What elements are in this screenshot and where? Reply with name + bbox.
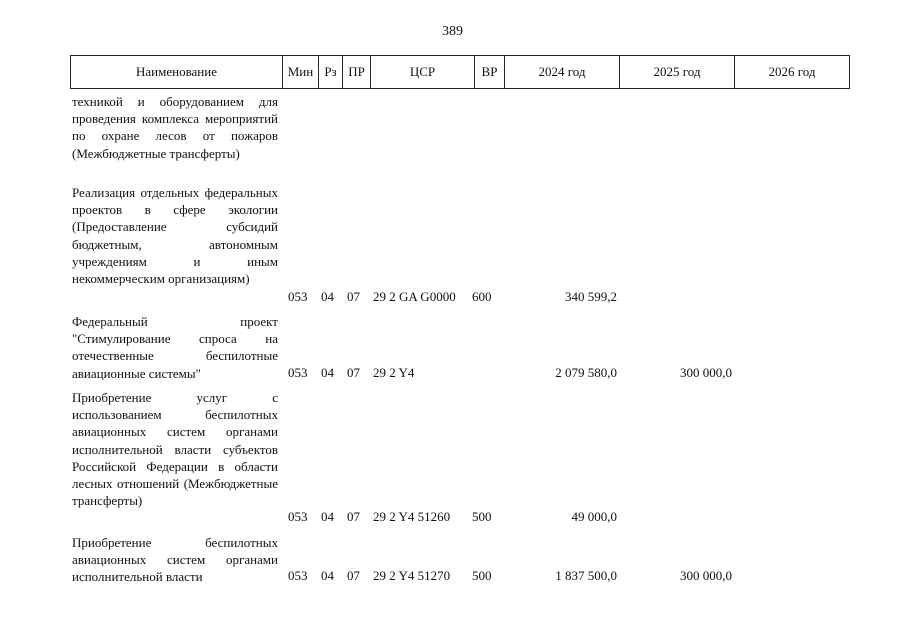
row-2025: 300 000,0 [680, 365, 732, 380]
row-min: 053 [288, 289, 308, 304]
row-name: Приобретение услуг с использованием беспилотных авиационных систем органами исполнительной власти субъектов Российской Федерации в области лесных отношений (Межбюджетные трансферты) [72, 390, 278, 509]
row-name: Федеральный проект "Стимулирование спроса на отечественные беспилотные авиационные системы" [72, 314, 278, 381]
row-min: 053 [288, 509, 308, 524]
table-header [70, 55, 850, 89]
header-vr: ВР [475, 56, 505, 88]
row-name: Приобретение беспилотных авиационных систем органами исполнительной власти [72, 535, 278, 585]
row-rz: 04 [321, 509, 334, 524]
row-csr: 29 2 Y4 [373, 365, 415, 380]
row-vr: 600 [472, 289, 492, 304]
row-pr: 07 [347, 365, 360, 380]
row-pr: 07 [347, 568, 360, 583]
row-2024: 1 837 500,0 [555, 568, 617, 583]
row-name: Реализация отдельных федеральных проектов в сфере экологии (Предоставление субсидий бюджетным, автономным учреждениям и иным некоммерческим организациям) [72, 185, 278, 287]
row-2025: 300 000,0 [680, 568, 732, 583]
row-2024: 2 079 580,0 [555, 365, 617, 380]
row-pr: 07 [347, 289, 360, 304]
row-vr: 500 [472, 509, 492, 524]
header-rz: Рз [319, 56, 343, 88]
row-csr: 29 2 Y4 51270 [373, 568, 451, 583]
header-2026: 2026 год [768, 64, 816, 79]
row-min: 053 [288, 568, 308, 583]
row-2024: 49 000,0 [571, 509, 617, 524]
header-pr: ПР [343, 56, 371, 88]
header-min: Мин [283, 56, 319, 88]
row-name: техникой и оборудованием для проведения комплекса мероприятий по охране лесов от пожаров (Межбюджетные трансферты) [72, 94, 278, 161]
row-csr: 29 2 GA G0000 [373, 289, 456, 304]
header-csr: ЦСР [371, 56, 475, 88]
header-2025: 2025 год [620, 56, 735, 88]
row-rz: 04 [321, 289, 334, 304]
row-csr: 29 2 Y4 51260 [373, 509, 451, 524]
header-name: Наименование [71, 56, 283, 88]
row-min: 053 [288, 365, 308, 380]
row-2024: 340 599,2 [565, 289, 617, 304]
row-pr: 07 [347, 509, 360, 524]
row-vr: 500 [472, 568, 492, 583]
row-rz: 04 [321, 365, 334, 380]
row-rz: 04 [321, 568, 334, 583]
header-2024: 2024 год [505, 56, 620, 88]
page-number: 389 [442, 24, 463, 39]
